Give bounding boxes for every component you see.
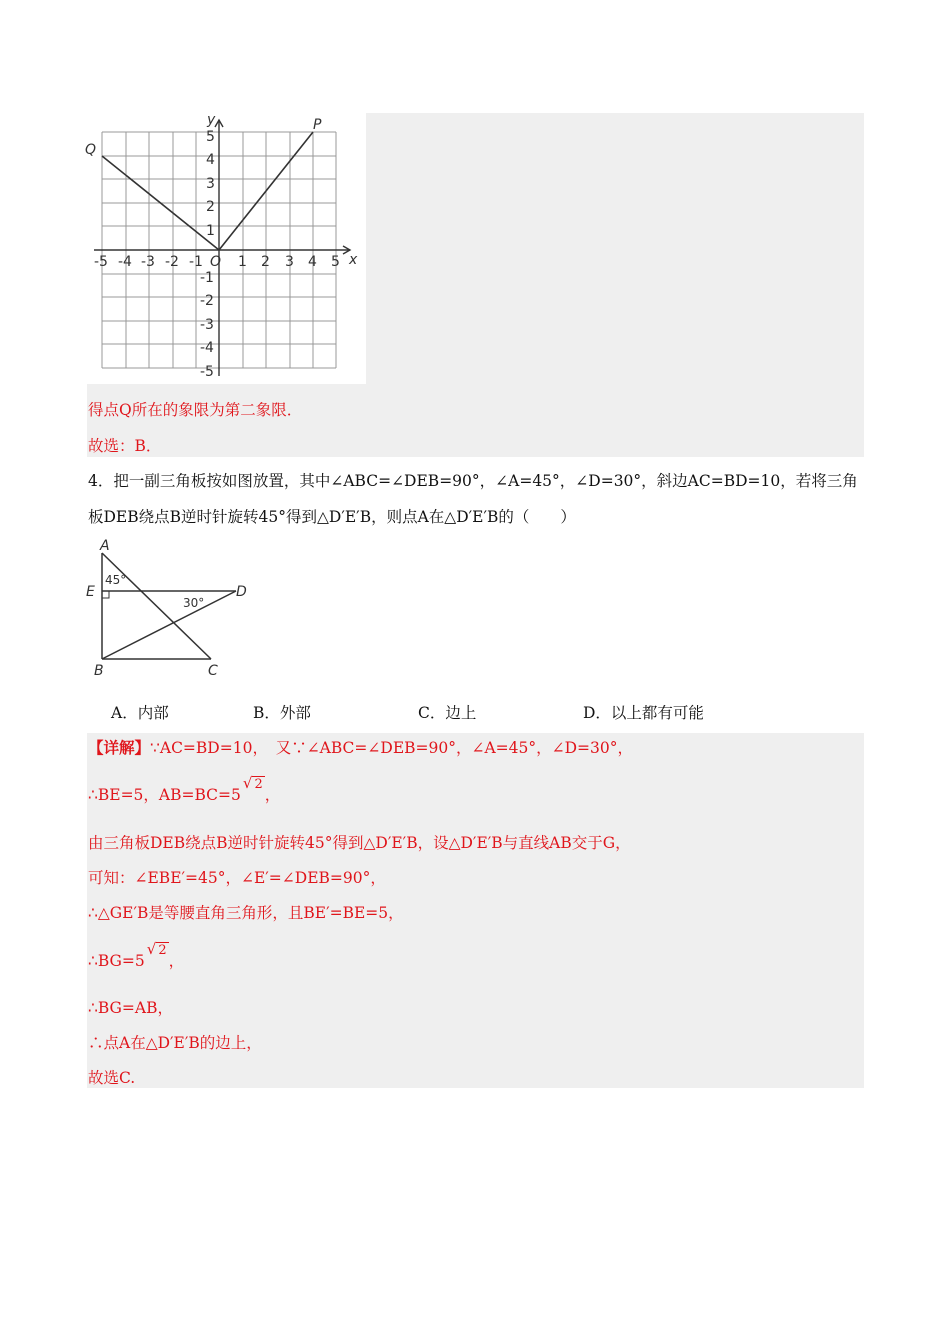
question-text: 4．把一副三角板按如图放置，其中∠ABC=∠DEB=90°，∠A=45°，∠D=30°，斜边AC=BD=10，若将三角	[88, 472, 858, 490]
choice-d: D．以上都有可能	[583, 704, 704, 722]
solution-heading: 【详解】	[88, 738, 151, 757]
solution-line-8: ∴点A在△D′E′B的边上，	[88, 1034, 262, 1052]
y-tick-label: 2	[206, 199, 215, 215]
origin-label: O	[210, 254, 222, 270]
x-tick-label: -2	[165, 254, 179, 270]
point-p-label: P	[313, 117, 322, 133]
y-tick-label: 4	[206, 152, 215, 168]
solution-line-3: 由三角板DEB绕点B逆时针旋转45°得到△D′E′B，设△D′E′B与直线AB交于G，	[88, 834, 631, 852]
label-c: C	[208, 663, 218, 678]
y-tick-label: -2	[200, 293, 214, 309]
coordinate-graph	[84, 112, 366, 384]
solution-text: ∵AC=BD=10， 又∵∠ABC=∠DEB=90°，∠A=45°，∠D=30°，	[150, 739, 633, 757]
y-tick-label: -1	[200, 270, 214, 286]
solution-line-6	[88, 940, 185, 973]
angle-45-label: 45°	[105, 573, 127, 587]
solution-line-5: ∴△GE′B是等腰直角三角形，且BE′=BE=5，	[88, 904, 404, 922]
solution-text: ，	[168, 952, 185, 970]
y-tick-label: 1	[206, 223, 215, 239]
x-tick-label: -3	[141, 254, 155, 270]
choice-c: C．边上	[418, 704, 477, 722]
choice-b: B．外部	[253, 704, 311, 722]
solution-line-1	[88, 738, 633, 758]
solution-line-9: 故选C.	[88, 1069, 136, 1087]
y-tick-label: -4	[200, 340, 214, 356]
x-tick-label: 4	[308, 254, 317, 270]
label-a: A	[100, 538, 110, 554]
solution-text: ∴BG=5	[88, 952, 145, 970]
solution-text: ∴BE=5，AB=BC=5	[88, 786, 241, 804]
prev-solution-answer: 故选：B．	[88, 437, 162, 455]
y-tick-label: 3	[206, 176, 215, 192]
prev-solution-line: 得点Q所在的象限为第二象限．	[88, 401, 303, 419]
angle-30-label: 30°	[183, 596, 205, 610]
triangle-figure	[84, 538, 254, 678]
sqrt-two: √ 2	[242, 774, 263, 792]
y-tick-label: -3	[200, 317, 214, 333]
y-axis-label: y	[207, 112, 216, 128]
solution-line-4: 可知：∠EBE′=45°，∠E′=∠DEB=90°，	[88, 869, 386, 887]
question-text: 板DEB绕点B逆时针旋转45°得到△D′E′B，则点A在△D′E′B的（ ）	[88, 508, 576, 526]
x-tick-label: 5	[331, 254, 340, 270]
solution-line-2	[88, 774, 281, 807]
x-axis-label: x	[349, 252, 358, 268]
point-q-label: Q	[85, 142, 97, 158]
x-tick-label: -4	[118, 254, 132, 270]
x-tick-label: 2	[261, 254, 270, 270]
x-tick-label: 3	[285, 254, 294, 270]
y-tick-label: 5	[206, 129, 215, 145]
sqrt-two: √ 2	[146, 940, 167, 958]
solution-line-7: ∴BG=AB，	[88, 999, 173, 1017]
label-d: D	[236, 584, 247, 600]
x-tick-label: 1	[238, 254, 247, 270]
y-tick-label: -5	[200, 364, 214, 380]
x-tick-label: -1	[189, 254, 203, 270]
choice-a: A．内部	[111, 704, 169, 722]
solution-text: ，	[264, 786, 281, 804]
label-e: E	[86, 584, 95, 600]
x-tick-label: -5	[94, 254, 108, 270]
label-b: B	[94, 663, 104, 678]
